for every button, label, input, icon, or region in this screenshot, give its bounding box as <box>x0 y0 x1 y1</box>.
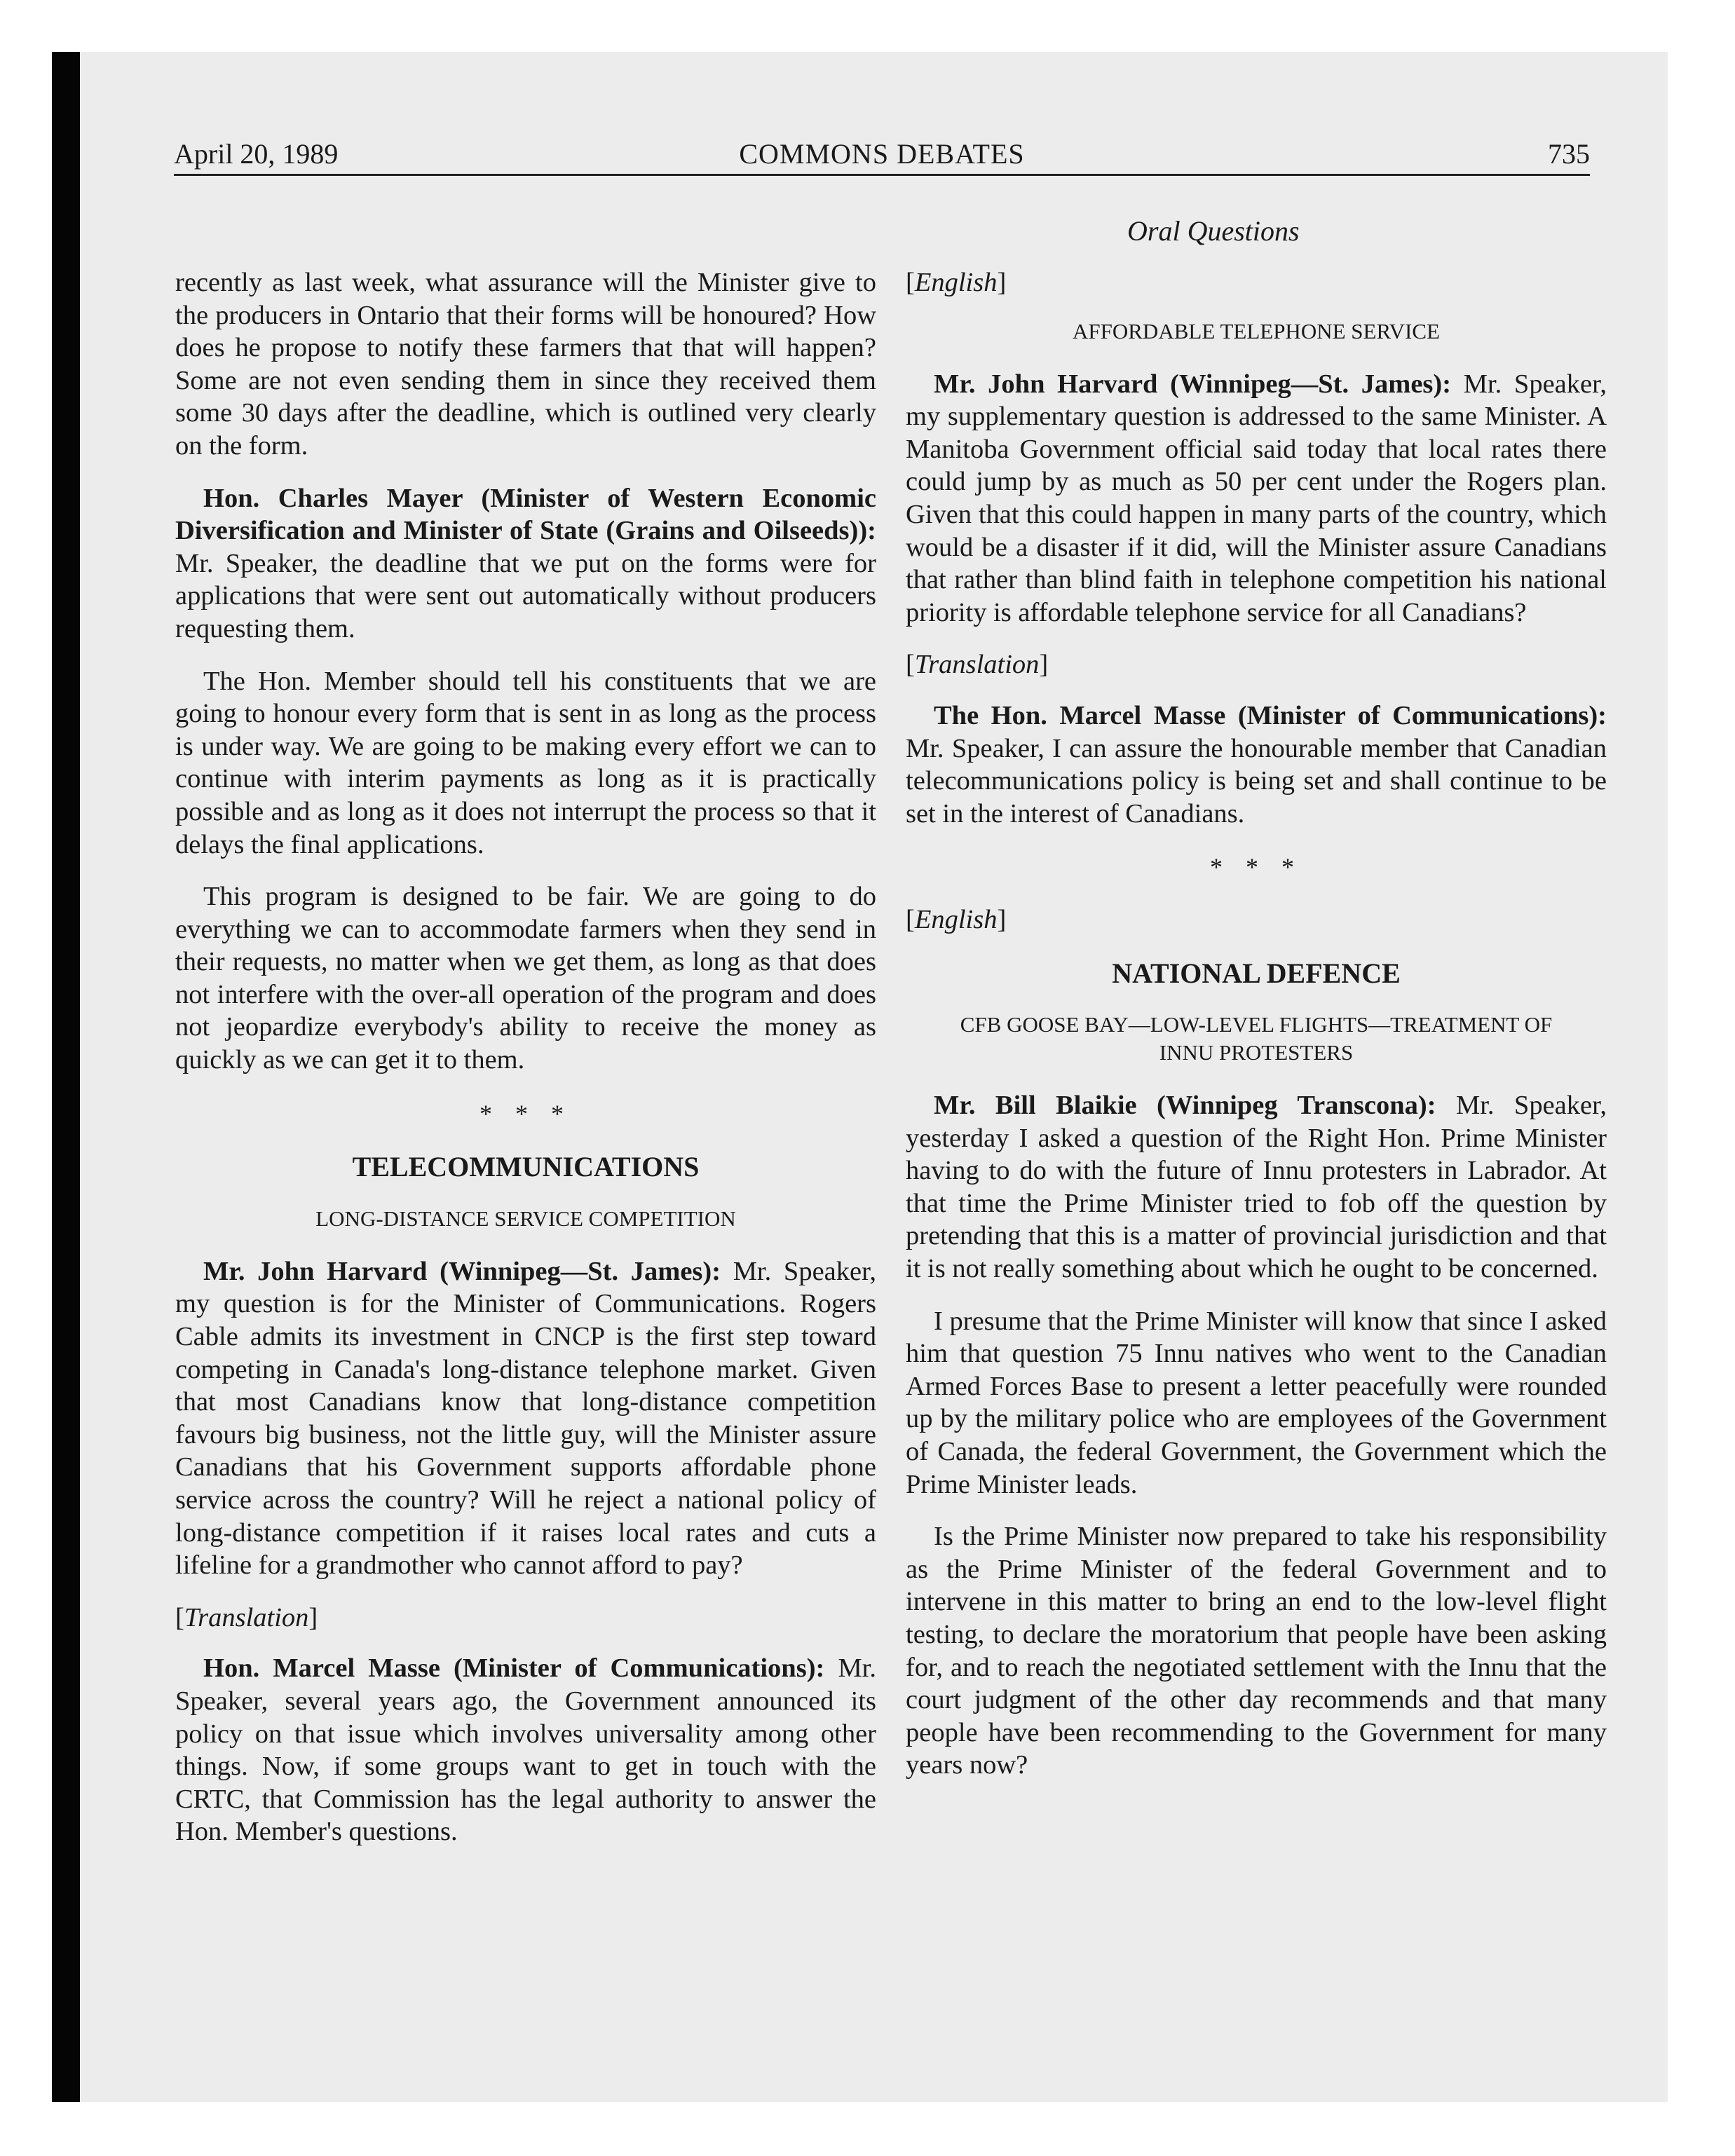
language-marker: [Translation] <box>175 1602 318 1632</box>
subheading: AFFORDABLE TELEPHONE SERVICE <box>1073 318 1440 343</box>
section-tag: Oral Questions <box>1127 215 1300 247</box>
paragraph: The Hon. Member should tell his constituents that we are going to honour every form that is sent in as long as the process is under way. We are going to be making every effort we can to continue with interim payments as long as it is practically possible and as long as it does not interrupt the process so that it delays the final applications. <box>175 666 876 859</box>
language-label: Translation <box>914 650 1040 680</box>
speech-text: Mr. Speaker, yesterday I asked a question of the Right Hon. Prime Minister having to do with the future of Innu protesters in Labrador. At that time the Prime Minister tried to fob off the question by pretending that this is a matter of provincial jurisdiction and that it is not really something about which he ought to be concerned. <box>906 1091 1607 1284</box>
section-separator: * * * <box>1210 853 1302 882</box>
paragraph: recently as last week, what assurance will the Minister give to the producers in Ontario that their forms will be honoured? How does he propose to notify these farmers that that will happen? Some are not even sending them in since they received them some 30 days after the deadline, which is outlined very clearly on the form. <box>175 268 876 460</box>
language-label: English <box>914 904 998 934</box>
speaker-name: Hon. Marcel Masse (Minister of Communications): <box>203 1653 825 1684</box>
speech-paragraph <box>175 1652 876 1848</box>
page-header <box>174 137 1590 179</box>
section-separator: * * * <box>479 1099 572 1128</box>
speech-text: Mr. Speaker, several years ago, the Government announced its policy on that issue which involves universality among other things. Now, if some groups want to get in touch with the CRTC, that Commission has the legal authority to answer the Hon. Member's questions. <box>175 1653 877 1847</box>
page-number: 735 <box>1548 138 1590 170</box>
speech-text: Mr. Speaker, I can assure the honourable member that Canadian telecommunications policy is being set and shall continue to be set in the interest of Canadians. <box>906 733 1607 828</box>
language-marker: [English] <box>906 904 1007 934</box>
speaker-name: Hon. Charles Mayer (Minister of Western Economic Diversification and Minister of State (Grains and Oilseeds)): <box>175 483 876 546</box>
speech-paragraph <box>175 482 876 646</box>
paragraph: Is the Prime Minister now prepared to take his responsibility as the Prime Minister of the federal Government and to intervene in this matter to bring an end to the low-level flight testing, to declare the moratorium that people have been asking for, and to reach the negotiated settlement with the Innu that the court judgment of the other day recommends and that many people have been recommending to the Government for many years now? <box>906 1522 1607 1780</box>
header-date: April 20, 1989 <box>174 138 339 170</box>
speaker-name: The Hon. Marcel Masse (Minister of Communications): <box>934 700 1607 730</box>
language-marker: [English] <box>906 268 1007 297</box>
paragraph: This program is designed to be fair. We are going to do everything we can to accommodate farmers when they send in their requests, no matter when we get them, as long as that does not interfere with the over-all operation of the program and does not jeopardize everybody's ability to receive the money as quickly as we can get it to them. <box>175 882 876 1075</box>
language-marker: [Translation] <box>906 650 1049 680</box>
section-heading: TELECOMMUNICATIONS <box>352 1151 700 1183</box>
right-column <box>906 266 1607 1801</box>
speech-paragraph <box>906 368 1607 629</box>
language-label: Translation <box>184 1602 309 1632</box>
speech-text: Mr. Speaker, my supplementary question is addressed to the same Minister. A Manitoba Government official said today that local rates there could jump by as much as 50 per cent under the Rogers plan. Given that this could happen in many parts of the country, which would be a disaster if it did, will the Minister assure Canadians that rather than blind faith in telephone competition his national priority is affordable telephone service for all Canadians? <box>906 369 1607 627</box>
speech-paragraph <box>906 700 1607 830</box>
paragraph: I presume that the Prime Minister will know that since I asked him that question 75 Innu natives who went to the Canadian Armed Forces Base to present a letter peacefully were rounded up by the military police who are employees of the Government of Canada, the federal Government, the Government which the Prime Minister leads. <box>906 1306 1607 1499</box>
header-rule <box>174 174 1590 176</box>
speech-text: Mr. Speaker, the deadline that we put on the forms were for applications that were sent out automatically without producers requesting them. <box>175 548 876 643</box>
language-label: English <box>914 268 998 297</box>
subheading: LONG-DISTANCE SERVICE COMPETITION <box>315 1206 736 1231</box>
speech-paragraph <box>175 1255 876 1582</box>
binding-shadow <box>52 52 80 2102</box>
section-heading: NATIONAL DEFENCE <box>1112 957 1401 989</box>
header-title: COMMONS DEBATES <box>739 138 1025 170</box>
left-column <box>175 266 876 1868</box>
speech-text: Mr. Speaker, my question is for the Minister of Communications. Rogers Cable admits its investment in CNCP is the first step toward competing in Canada's long-distance telephone market. Given that most Canadians know that long-distance competition favours big business, not the little guy, will the Minister assure Canadians that his Government supports affordable phone service across the country? Will he reject a national policy of long-distance competition if it raises local rates and cuts a lifeline for a grandmother who cannot afford to pay? <box>175 1256 876 1581</box>
subheading: CFB GOOSE BAY—LOW-LEVEL FLIGHTS—TREATMENT OF INNU PROTESTERS <box>960 1012 1553 1065</box>
speech-paragraph <box>906 1089 1607 1285</box>
speaker-name: Mr. Bill Blaikie (Winnipeg Transcona): <box>934 1091 1436 1121</box>
speaker-name: Mr. John Harvard (Winnipeg—St. James): <box>934 369 1452 399</box>
speaker-name: Mr. John Harvard (Winnipeg—St. James): <box>203 1256 721 1286</box>
